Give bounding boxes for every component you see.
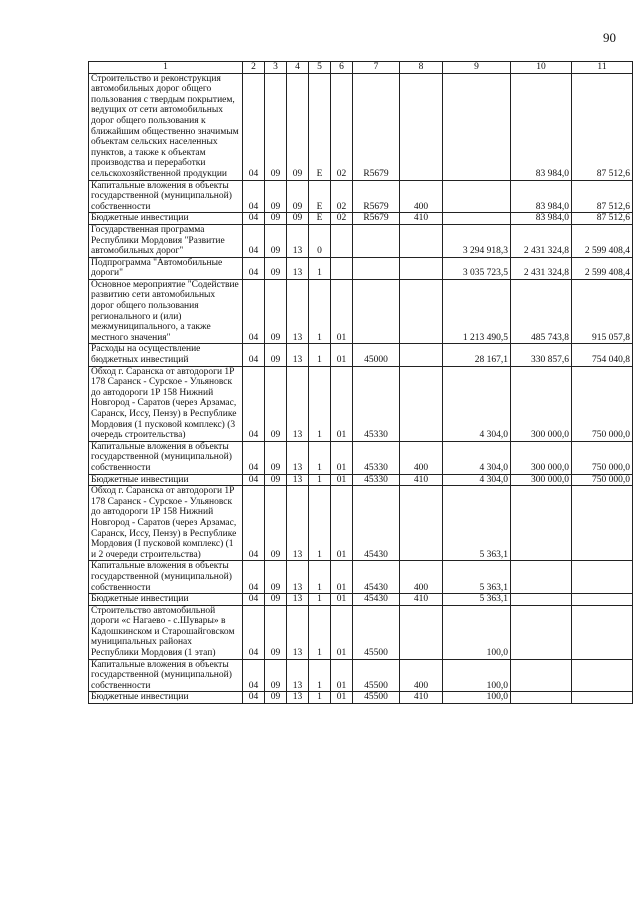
amount-col9-cell: 5 363,1 [443,561,511,594]
subprogram-code-cell: Е [309,213,331,225]
amount-col9-cell: 100,0 [443,659,511,692]
column-header: 11 [572,62,633,74]
amount-col10-cell [511,594,572,606]
amount-col9-cell: 28 167,1 [443,344,511,366]
subprogram-code-cell: 1 [309,441,331,474]
expense-type-cell: 410 [400,594,443,606]
table-row [89,180,633,213]
amount-col10-cell [511,659,572,692]
target-article-cell: 45430 [353,561,400,594]
table-row [89,366,633,441]
program-code-cell: 13 [287,224,309,257]
section-code-cell: 04 [243,279,265,344]
section-code-cell: 04 [243,486,265,561]
target-article-cell: 45430 [353,486,400,561]
subsection-code-cell: 09 [265,213,287,225]
subsection-code-cell: 09 [265,486,287,561]
amount-col9-cell: 5 363,1 [443,594,511,606]
column-header: 2 [243,62,265,74]
program-code-cell: 09 [287,213,309,225]
row-name-cell: Обход г. Саранска от автодороги 1Р 178 Саранск - Сурское - Ульяновск до автодороги 1Р 158 Нижний Новгород - Саратов (через Арзамас, Саранск, Исcу, Пензу) в Республике Мордовия (1 пусковой комплекс) (3 очередь строительства) [89,366,243,441]
event-code-cell [331,257,353,279]
subprogram-code-cell: 1 [309,692,331,704]
section-code-cell: 04 [243,257,265,279]
column-header: 8 [400,62,443,74]
event-code-cell: 02 [331,73,353,180]
table-row [89,474,633,486]
amount-col9-cell: 100,0 [443,605,511,659]
subprogram-code-cell: 1 [309,474,331,486]
subprogram-code-cell: 1 [309,344,331,366]
section-code-cell: 04 [243,366,265,441]
section-code-cell: 04 [243,692,265,704]
section-code-cell: 04 [243,73,265,180]
target-article-cell: 45500 [353,605,400,659]
expense-type-cell [400,605,443,659]
section-code-cell: 04 [243,659,265,692]
amount-col9-cell [443,73,511,180]
amount-col11-cell: 87 512,6 [572,180,633,213]
subsection-code-cell: 09 [265,441,287,474]
program-code-cell: 13 [287,605,309,659]
table-row [89,659,633,692]
target-article-cell [353,279,400,344]
amount-col9-cell: 100,0 [443,692,511,704]
budget-table [88,61,633,704]
row-name-cell: Бюджетные инвестиции [89,474,243,486]
program-code-cell: 13 [287,366,309,441]
subprogram-code-cell: 1 [309,605,331,659]
expense-type-cell [400,224,443,257]
subprogram-code-cell: 0 [309,224,331,257]
row-name-cell: Бюджетные инвестиции [89,594,243,606]
subsection-code-cell: 09 [265,659,287,692]
amount-col11-cell: 87 512,6 [572,213,633,225]
subsection-code-cell: 09 [265,692,287,704]
subsection-code-cell: 09 [265,605,287,659]
target-article-cell: 45430 [353,594,400,606]
subsection-code-cell: 09 [265,366,287,441]
subprogram-code-cell: Е [309,73,331,180]
program-code-cell: 09 [287,73,309,180]
row-name-cell: Капитальные вложения в объекты государственной (муниципальной) собственности [89,659,243,692]
event-code-cell: 01 [331,344,353,366]
subsection-code-cell: 09 [265,561,287,594]
amount-col9-cell: 5 363,1 [443,486,511,561]
subsection-code-cell: 09 [265,594,287,606]
amount-col10-cell [511,692,572,704]
amount-col10-cell: 300 000,0 [511,441,572,474]
event-code-cell [331,224,353,257]
amount-col10-cell: 300 000,0 [511,366,572,441]
column-header: 9 [443,62,511,74]
subprogram-code-cell: Е [309,180,331,213]
program-code-cell: 09 [287,180,309,213]
target-article-cell: R5679 [353,180,400,213]
section-code-cell: 04 [243,224,265,257]
expense-type-cell [400,257,443,279]
amount-col9-cell: 1 213 490,5 [443,279,511,344]
program-code-cell: 13 [287,257,309,279]
amount-col10-cell: 83 984,0 [511,73,572,180]
target-article-cell [353,224,400,257]
expense-type-cell [400,279,443,344]
event-code-cell: 01 [331,486,353,561]
target-article-cell: 45330 [353,366,400,441]
subprogram-code-cell: 1 [309,366,331,441]
event-code-cell: 01 [331,594,353,606]
event-code-cell: 01 [331,605,353,659]
amount-col11-cell: 2 599 408,4 [572,224,633,257]
amount-col9-cell: 4 304,0 [443,441,511,474]
expense-type-cell: 400 [400,441,443,474]
column-header: 7 [353,62,400,74]
table-row [89,486,633,561]
amount-col11-cell: 754 040,8 [572,344,633,366]
table-row [89,344,633,366]
expense-type-cell: 400 [400,180,443,213]
column-header: 3 [265,62,287,74]
program-code-cell: 13 [287,474,309,486]
section-code-cell: 04 [243,441,265,474]
subprogram-code-cell: 1 [309,279,331,344]
amount-col11-cell: 750 000,0 [572,474,633,486]
program-code-cell: 13 [287,486,309,561]
amount-col10-cell: 2 431 324,8 [511,257,572,279]
subsection-code-cell: 09 [265,474,287,486]
row-name-cell: Основное мероприятие "Содействие развитию сети автомобильных дорог общего пользования регионального и (или) межмуниципального, а также местного значения" [89,279,243,344]
subsection-code-cell: 09 [265,180,287,213]
table-row [89,224,633,257]
target-article-cell: 45500 [353,692,400,704]
expense-type-cell [400,486,443,561]
amount-col11-cell: 915 057,8 [572,279,633,344]
section-code-cell: 04 [243,561,265,594]
event-code-cell: 02 [331,180,353,213]
amount-col10-cell [511,605,572,659]
subsection-code-cell: 09 [265,224,287,257]
amount-col11-cell [572,605,633,659]
row-name-cell: Строительство автомобильной дороги «с Нагаево - с.Шувары» в Кадошкинском и Старошайговском муниципальных районах Республики Мордовия (1 этап) [89,605,243,659]
amount-col10-cell [511,486,572,561]
expense-type-cell [400,366,443,441]
subsection-code-cell: 09 [265,279,287,344]
expense-type-cell: 400 [400,659,443,692]
amount-col9-cell: 3 035 723,5 [443,257,511,279]
program-code-cell: 13 [287,692,309,704]
table-row [89,692,633,704]
subprogram-code-cell: 1 [309,257,331,279]
table-row [89,594,633,606]
program-code-cell: 13 [287,594,309,606]
table-header-row [89,62,633,74]
amount-col10-cell [511,561,572,594]
amount-col9-cell: 4 304,0 [443,366,511,441]
table-row [89,73,633,180]
table-row [89,279,633,344]
row-name-cell: Капитальные вложения в объекты государственной (муниципальной) собственности [89,180,243,213]
expense-type-cell: 400 [400,561,443,594]
program-code-cell: 13 [287,441,309,474]
amount-col11-cell [572,659,633,692]
event-code-cell: 01 [331,366,353,441]
amount-col10-cell: 83 984,0 [511,213,572,225]
event-code-cell: 01 [331,692,353,704]
subprogram-code-cell: 1 [309,486,331,561]
amount-col11-cell: 750 000,0 [572,441,633,474]
row-name-cell: Капитальные вложения в объекты государственной (муниципальной) собственности [89,561,243,594]
target-article-cell: R5679 [353,73,400,180]
expense-type-cell [400,73,443,180]
amount-col9-cell: 4 304,0 [443,474,511,486]
amount-col11-cell: 750 000,0 [572,366,633,441]
row-name-cell: Капитальные вложения в объекты государственной (муниципальной) собственности [89,441,243,474]
amount-col11-cell [572,486,633,561]
program-code-cell: 13 [287,344,309,366]
page-number: 90 [603,30,616,45]
amount-col10-cell: 300 000,0 [511,474,572,486]
amount-col11-cell: 2 599 408,4 [572,257,633,279]
column-header: 10 [511,62,572,74]
target-article-cell: 45330 [353,441,400,474]
amount-col10-cell: 83 984,0 [511,180,572,213]
subprogram-code-cell: 1 [309,561,331,594]
program-code-cell: 13 [287,659,309,692]
section-code-cell: 04 [243,594,265,606]
amount-col10-cell: 330 857,6 [511,344,572,366]
expense-type-cell: 410 [400,213,443,225]
event-code-cell: 02 [331,213,353,225]
expense-type-cell [400,344,443,366]
column-header: 1 [89,62,243,74]
row-name-cell: Обход г. Саранска от автодороги 1Р 178 Саранск - Сурское - Ульяновск до автодороги 1Р 158 Нижний Новгород - Саратов (через Арзамас, Саранск, Иссу, Пензу) в Республике Мордовия (I пусковой комплекс) (1 и 2 очереди строительства) [89,486,243,561]
subprogram-code-cell: 1 [309,594,331,606]
program-code-cell: 13 [287,561,309,594]
table-row [89,605,633,659]
column-header: 6 [331,62,353,74]
target-article-cell: 45500 [353,659,400,692]
subprogram-code-cell: 1 [309,659,331,692]
section-code-cell: 04 [243,474,265,486]
event-code-cell: 01 [331,659,353,692]
expense-type-cell: 410 [400,692,443,704]
amount-col11-cell [572,561,633,594]
table-row [89,257,633,279]
section-code-cell: 04 [243,213,265,225]
event-code-cell: 01 [331,474,353,486]
program-code-cell: 13 [287,279,309,344]
row-name-cell: Расходы на осуществление бюджетных инвестиций [89,344,243,366]
expense-type-cell: 410 [400,474,443,486]
target-article-cell: 45330 [353,474,400,486]
section-code-cell: 04 [243,344,265,366]
row-name-cell: Государственная программа Республики Мордовия "Развитие автомобильных дорог" [89,224,243,257]
subsection-code-cell: 09 [265,257,287,279]
amount-col9-cell [443,180,511,213]
target-article-cell [353,257,400,279]
table-row [89,441,633,474]
subsection-code-cell: 09 [265,344,287,366]
amount-col11-cell [572,692,633,704]
amount-col10-cell: 2 431 324,8 [511,224,572,257]
target-article-cell: 45000 [353,344,400,366]
event-code-cell: 01 [331,561,353,594]
row-name-cell: Бюджетные инвестиции [89,692,243,704]
subsection-code-cell: 09 [265,73,287,180]
amount-col10-cell: 485 743,8 [511,279,572,344]
amount-col11-cell: 87 512,6 [572,73,633,180]
target-article-cell: R5679 [353,213,400,225]
table-row [89,213,633,225]
section-code-cell: 04 [243,605,265,659]
column-header: 5 [309,62,331,74]
table-row [89,561,633,594]
column-header: 4 [287,62,309,74]
section-code-cell: 04 [243,180,265,213]
amount-col9-cell [443,213,511,225]
event-code-cell: 01 [331,279,353,344]
row-name-cell: Бюджетные инвестиции [89,213,243,225]
amount-col9-cell: 3 294 918,3 [443,224,511,257]
amount-col11-cell [572,594,633,606]
row-name-cell: Строительство и реконструкция автомобильных дорог общего пользования с твердым покрытием, ведущих от сети автомобильных дорог общего пользования к ближайшим общественно значимым объектам сельских населенных пунктов, а также к объектам производства и переработки сельскохозяйственной продукции [89,73,243,180]
row-name-cell: Подпрограмма "Автомобильные дороги" [89,257,243,279]
event-code-cell: 01 [331,441,353,474]
table-body [89,73,633,703]
